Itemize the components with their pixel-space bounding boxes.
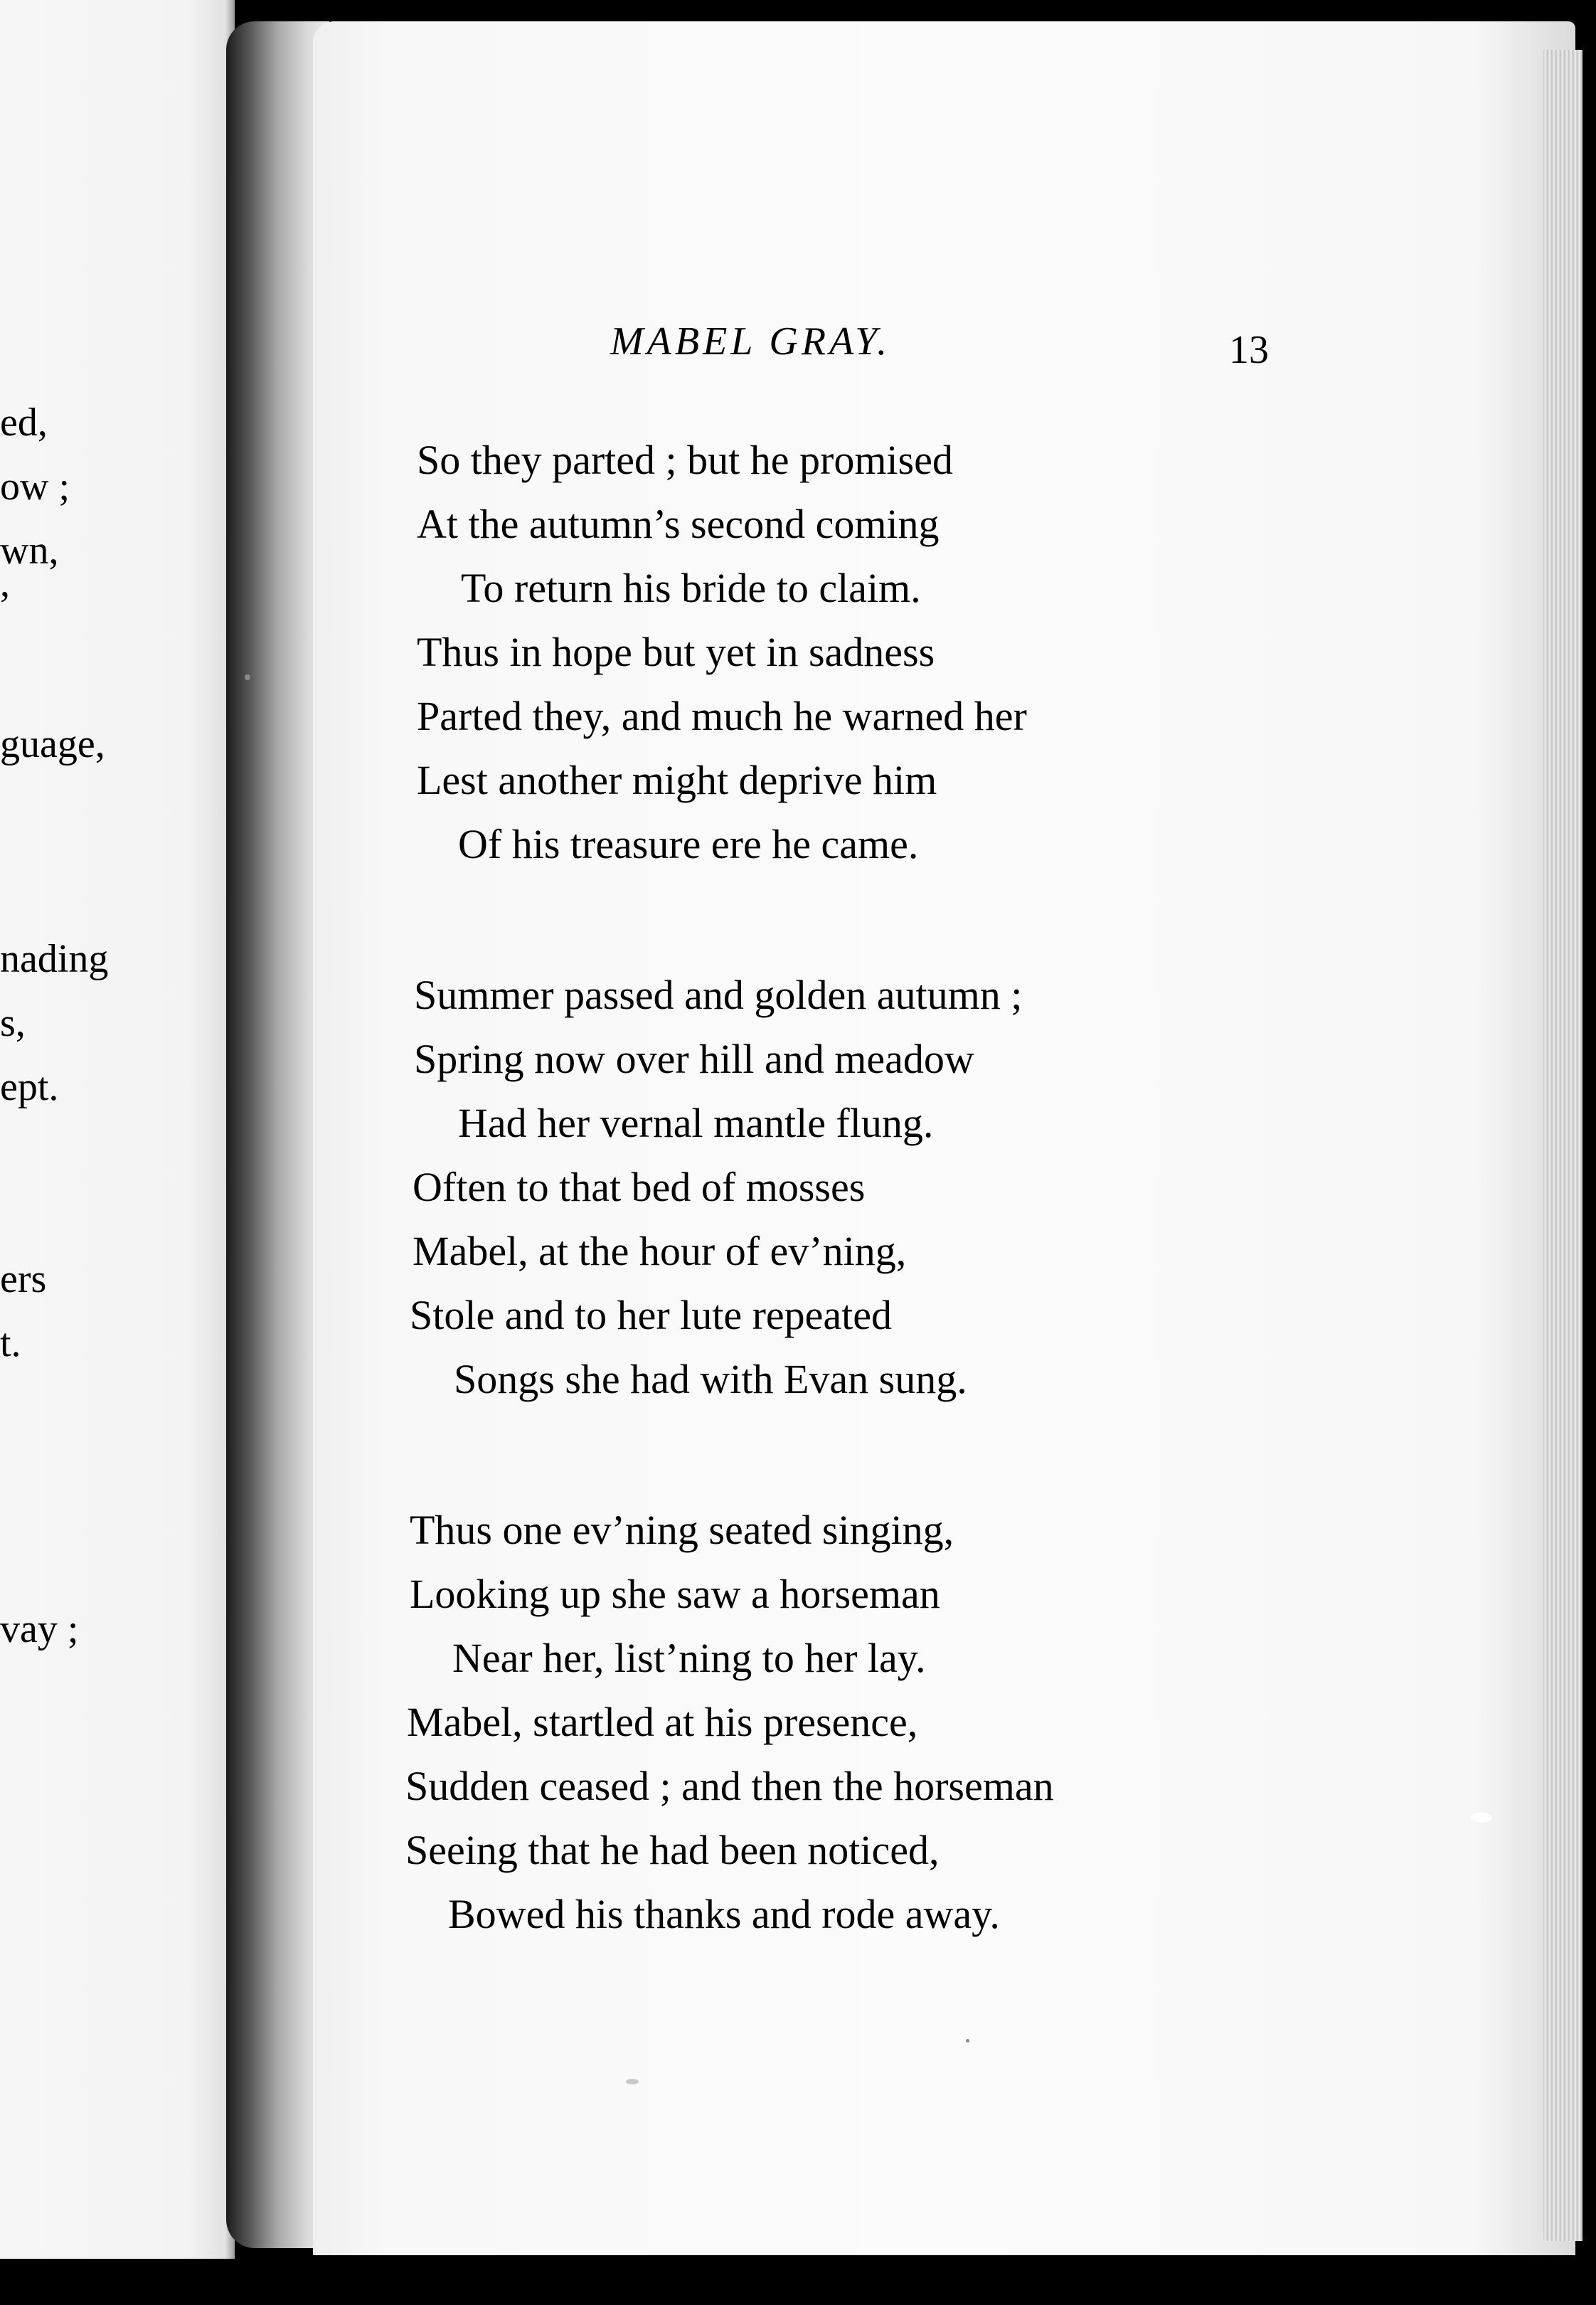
left-page: [0, 0, 235, 2259]
verse-line: Seeing that he had been noticed,: [405, 1827, 940, 1873]
paper-speck: [1471, 1813, 1492, 1823]
left-fragment: s,: [0, 1001, 26, 1045]
paper-speck: [966, 2039, 969, 2042]
verse-line: Songs she had with Evan sung.: [454, 1356, 967, 1402]
verse-line: Summer passed and golden autumn ;: [414, 972, 1023, 1018]
verse-line: So they parted ; but he promised: [417, 437, 953, 483]
verse-line: Sudden ceased ; and then the horseman: [405, 1763, 1054, 1809]
left-fragment: t.: [0, 1321, 21, 1365]
verse-line: To return his bride to claim.: [461, 565, 921, 611]
left-fragment: ept.: [0, 1065, 59, 1109]
verse-line: Often to that bed of mosses: [413, 1164, 866, 1210]
left-fragment: vay ;: [0, 1607, 79, 1651]
verse-line: Had her vernal mantle flung.: [458, 1100, 934, 1146]
page-number: 13: [1229, 328, 1269, 372]
verse-line: At the autumn’s second coming: [417, 501, 940, 547]
left-fragment: nading: [0, 937, 109, 981]
left-fragment: ,: [0, 561, 10, 605]
running-head: MABEL GRAY.: [610, 319, 891, 364]
page-edge: [1543, 50, 1582, 2241]
verse-line: Thus one ev’ning seated singing,: [410, 1507, 954, 1553]
verse-line: Thus in hope but yet in sadness: [417, 629, 935, 675]
verse-line: Lest another might deprive him: [417, 757, 937, 803]
paper-speck: [626, 2079, 639, 2084]
verse-line: Spring now over hill and meadow: [414, 1036, 974, 1082]
paper-speck: [245, 674, 250, 680]
verse-line: Mabel, at the hour of ev’ning,: [413, 1228, 907, 1274]
verse-line: Parted they, and much he warned her: [417, 693, 1027, 739]
left-fragment: wn,: [0, 529, 59, 573]
verse-line: Looking up she saw a horseman: [410, 1571, 940, 1617]
left-fragment: ers: [0, 1257, 47, 1301]
verse-line: Near her, list’ning to her lay.: [452, 1635, 926, 1681]
verse-line: Bowed his thanks and rode away.: [448, 1891, 1000, 1937]
verse-line: Of his treasure ere he came.: [458, 821, 919, 867]
left-fragment: guage,: [0, 722, 105, 766]
verse-line: Mabel, startled at his presence,: [407, 1699, 918, 1745]
left-fragment: ed,: [0, 401, 48, 445]
left-fragment: ow ;: [0, 465, 70, 509]
verse-line: Stole and to her lute repeated: [410, 1292, 893, 1338]
left-page-text-fragments: [0, 0, 235, 2259]
